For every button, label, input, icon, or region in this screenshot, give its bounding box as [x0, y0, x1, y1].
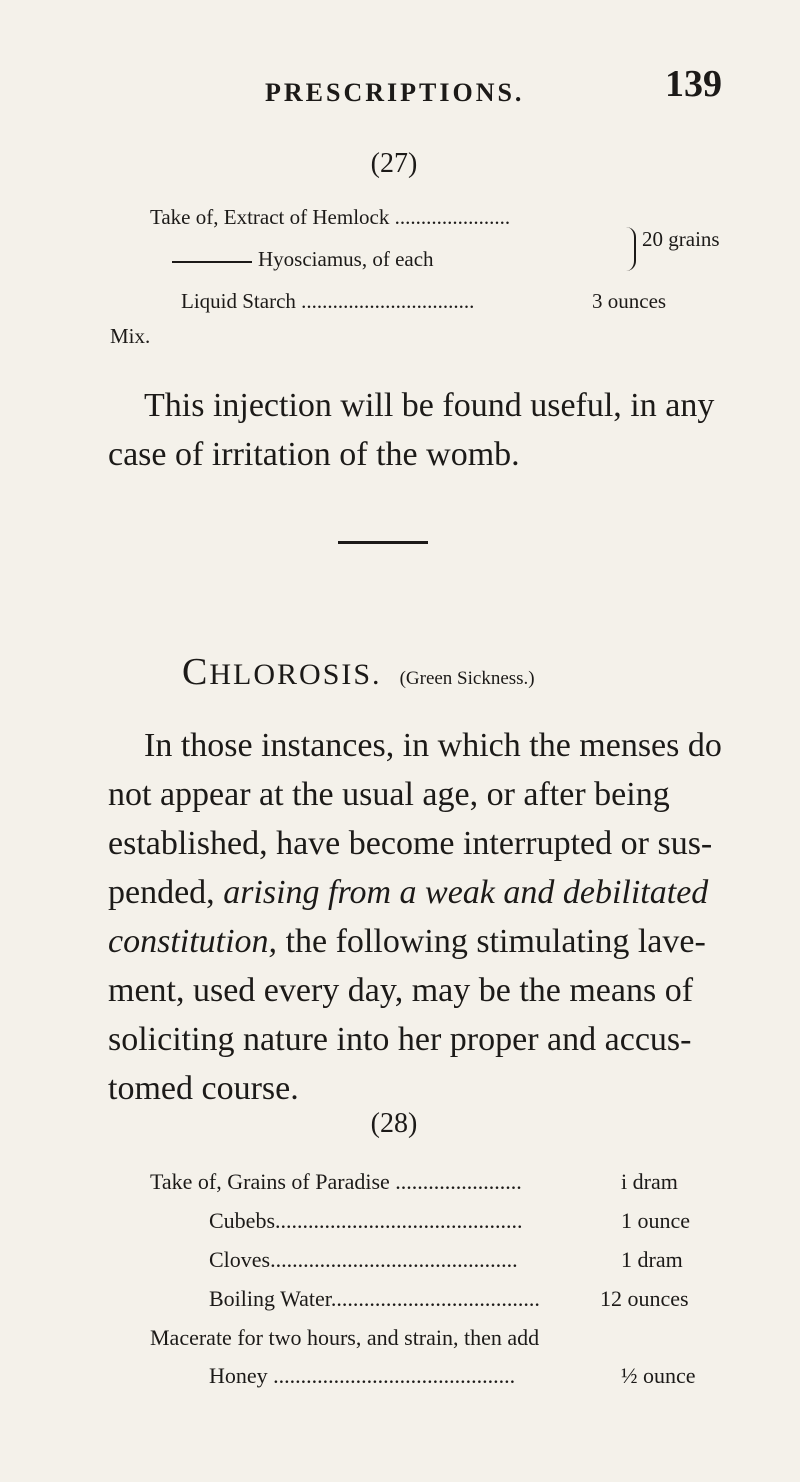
rx27-note-line: case of irritation of the womb.: [108, 436, 520, 473]
paragraph-italic-text: constitution,: [108, 923, 278, 960]
rx28-macerate: Macerate for two hours, and strain, then add: [150, 1325, 540, 1350]
paragraph-line: not appear at the usual age, or after being: [108, 776, 670, 813]
rx27-mix: Mix.: [110, 324, 151, 348]
rx28-item-qty: 1 dram: [621, 1247, 683, 1272]
rx28-item-qty: 12 ounces: [600, 1286, 689, 1311]
prescription-number-27: (27): [370, 148, 418, 179]
rx27-combined-quantity: 20 grains: [642, 227, 720, 251]
section-title: [182, 651, 382, 693]
prescription-number-28: (28): [370, 1108, 418, 1139]
rx28-item-name: Cubebs.............................................: [209, 1208, 523, 1233]
rx28-item-name: Boiling Water......................................: [209, 1286, 540, 1311]
section-heading-chlorosis: [182, 650, 535, 694]
rx27-line-starch: Liquid Starch .................................: [181, 289, 475, 313]
rx27-starch-quantity: 3 ounces: [592, 289, 667, 313]
paragraph-line: In those instances, in which the menses do: [144, 727, 722, 764]
paragraph-line: [108, 868, 744, 917]
rx27-ditto-rule: [172, 261, 252, 263]
rx27-note: [108, 381, 740, 479]
paragraph-line: tomed course.: [108, 1070, 299, 1107]
rx28-honey: Honey ............................................: [209, 1363, 516, 1388]
chlorosis-paragraph: [108, 721, 744, 1113]
rx28-item-name: Cloves.............................................: [209, 1247, 518, 1272]
rx28-item-qty: i dram: [621, 1169, 678, 1194]
rx27-line-hyosciamus: Hyosciamus, of each: [258, 247, 434, 271]
paragraph-line: established, have become interrupted or sus-: [108, 825, 713, 862]
paragraph-line: soliciting nature into her proper and accus-: [108, 1021, 692, 1058]
page-number: 139: [665, 63, 722, 105]
section-divider: [338, 541, 428, 544]
running-head: PRESCRIPTIONS.: [265, 78, 525, 107]
paragraph-line: [108, 917, 744, 966]
section-title-rest: HLOROSIS.: [209, 658, 382, 691]
rx28-item-name: Take of, Grains of Paradise .......................: [150, 1169, 522, 1194]
section-title-capital: C: [182, 651, 210, 693]
paragraph-line: ment, used every day, may be the means of: [108, 972, 694, 1009]
rx27-brace: [626, 227, 636, 271]
section-subtitle: (Green Sickness.): [399, 668, 535, 689]
paragraph-text: the following stimulating lave-: [285, 923, 706, 960]
paragraph-text: pended,: [108, 874, 215, 911]
rx27-line-hemlock: Take of, Extract of Hemlock ......................: [150, 205, 511, 229]
rx28-item-qty: 1 ounce: [621, 1208, 691, 1233]
rx27-note-line: This injection will be found useful, in any: [144, 387, 715, 424]
rx28-honey-qty: ½ ounce: [621, 1363, 696, 1388]
paragraph-italic-text: arising from a weak and debilitated: [223, 874, 709, 911]
